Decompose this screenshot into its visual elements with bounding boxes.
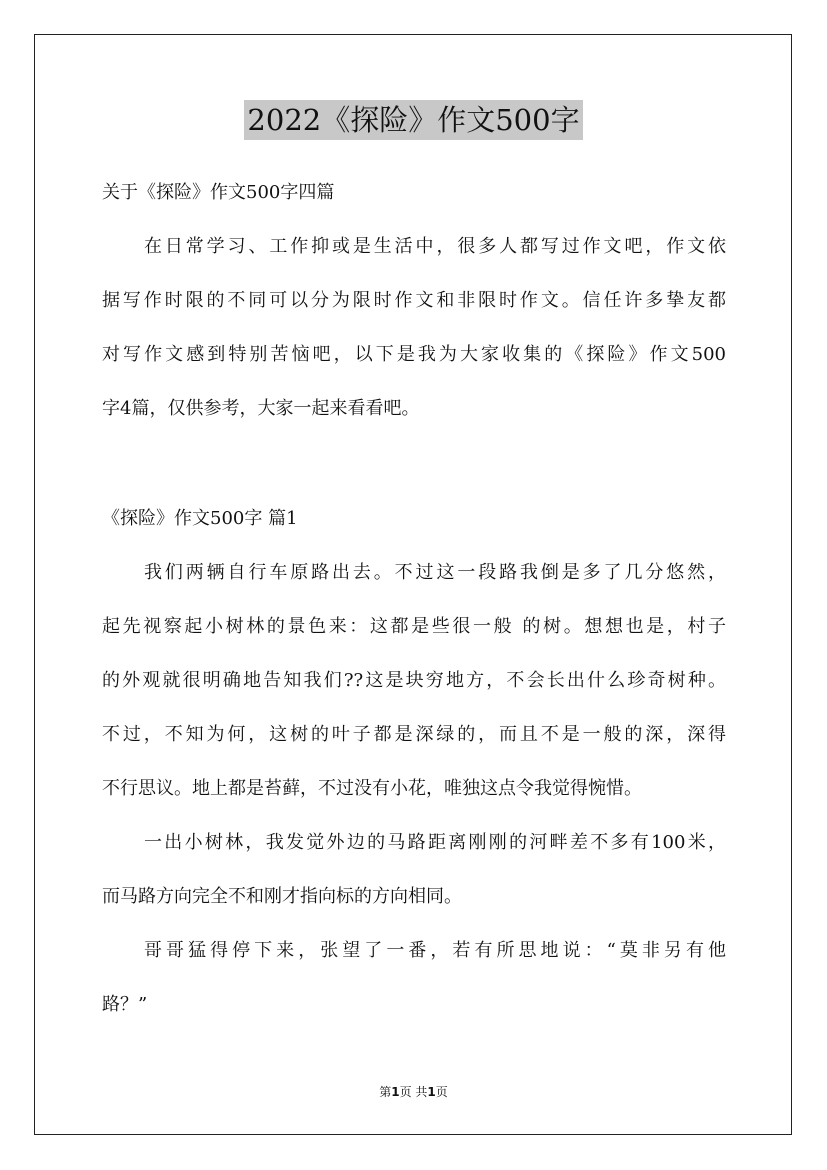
intro-line: 字4篇，仅供参考，大家一起来看看吧。: [102, 398, 420, 419]
body-line: 不过，不知为何，这树的叶子都是深绿的，而且不是一般的深，深得: [102, 724, 726, 745]
footer-prefix: 第: [379, 1085, 392, 1099]
document-title: 2022《探险》作文500字: [244, 100, 582, 140]
footer-suffix: 页: [435, 1085, 448, 1099]
current-page-number: 1: [391, 1085, 400, 1099]
body-line: 而马路方向完全不和刚才指向标的方向相同。: [102, 886, 462, 907]
intro-line: 对写作文感到特别苦恼吧，以下是我为大家收集的《探险》作文500: [102, 344, 726, 365]
page-footer: [0, 1084, 827, 1100]
intro-line: 在日常学习、工作抑或是生活中，很多人都写过作文吧，作文依: [144, 236, 726, 257]
document-subtitle: 关于《探险》作文500字四篇: [102, 182, 335, 203]
footer-mid: 页 共: [399, 1085, 428, 1099]
body-line: 路？”: [102, 994, 148, 1015]
title-container: [0, 100, 827, 140]
body-line: 的外观就很明确地告知我们??这是块穷地方，不会长出什么珍奇树种。: [102, 670, 726, 691]
section-heading: 《探险》作文500字 篇1: [102, 508, 298, 529]
body-line: 哥哥猛得停下来，张望了一番，若有所思地说：“莫非另有他: [144, 940, 726, 961]
body-line: 起先视察起小树林的景色来：这都是些很一般 的树。想想也是，村子: [102, 616, 726, 637]
body-line: 不行思议。地上都是苔藓，不过没有小花，唯独这点令我觉得惋惜。: [102, 778, 642, 799]
total-page-number: 1: [427, 1085, 436, 1099]
body-line: 一出小树林，我发觉外边的马路距离刚刚的河畔差不多有100米，: [144, 832, 726, 853]
body-line: 我们两辆自行车原路出去。不过这一段路我倒是多了几分悠然，: [144, 562, 726, 583]
intro-line: 据写作时限的不同可以分为限时作文和非限时作文。信任许多挚友都: [102, 290, 726, 311]
